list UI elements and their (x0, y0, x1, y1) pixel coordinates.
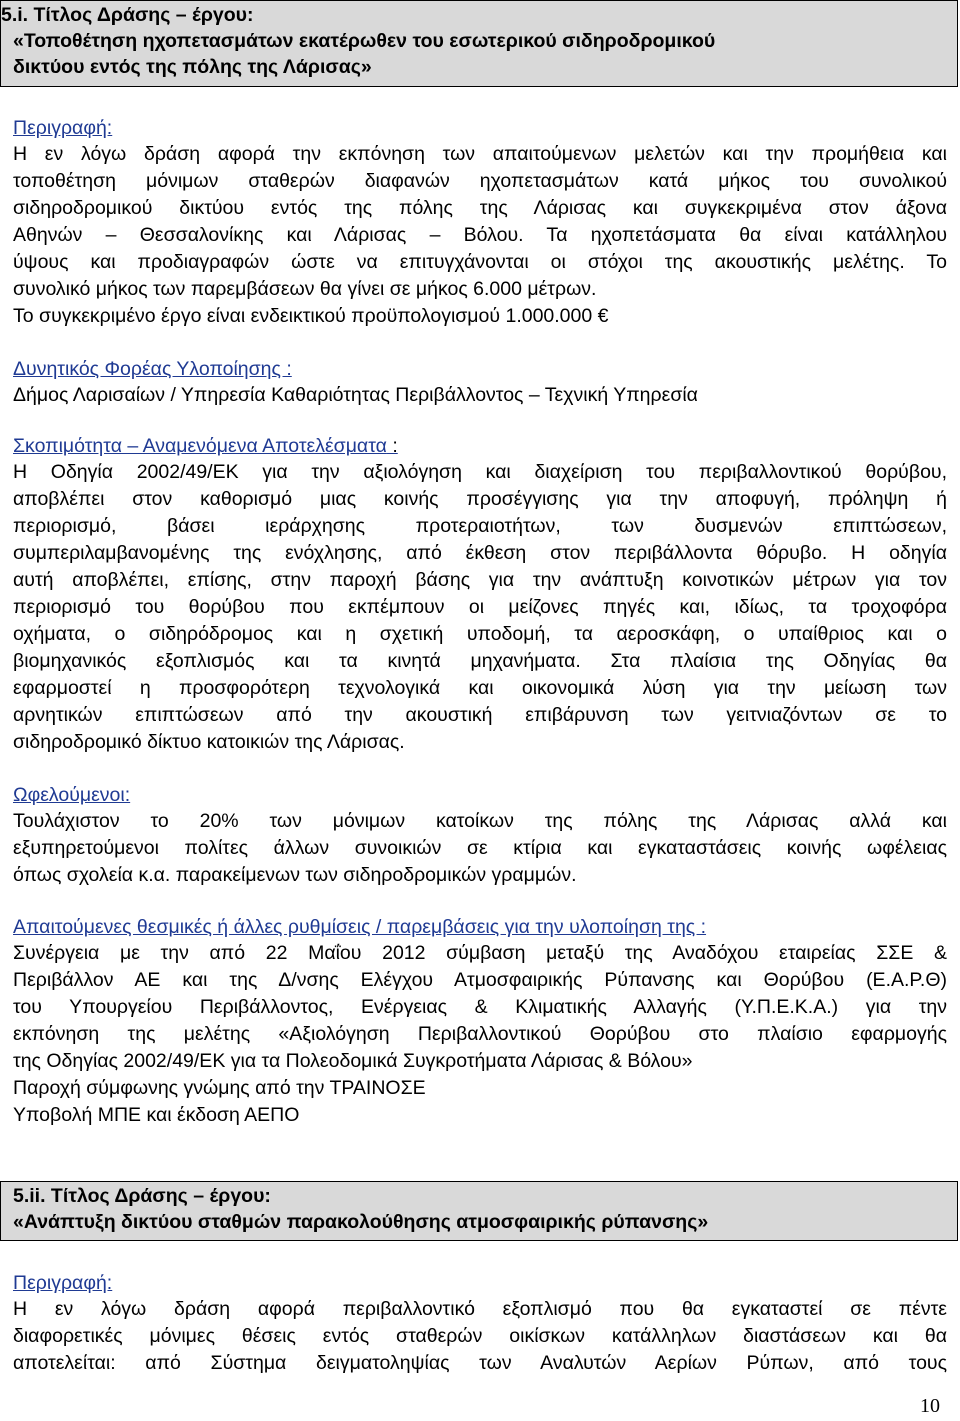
agency-section (13, 356, 947, 409)
paragraph-line: Η Οδηγία 2002/49/ΕΚ για την αξιολόγηση και διαχείριση του περιβαλλοντικού θορύβου, (13, 461, 947, 483)
beneficiaries-heading: Ωφελούμενοι: (13, 784, 131, 806)
paragraph-line: Περιβάλλον ΑΕ και της Δ/νσης Ελέγχου Ατμοσφαιρικής Ρύπανσης και Θορύβου (Ε.Α.Ρ.Θ) (13, 969, 947, 991)
paragraph-line: σιδηροδρομικού δικτύου εντός της πόλης της Λάρισας και συγκεκριμένα στον άξονα (13, 197, 947, 219)
paragraph-line: του Υπουργείου Περιβάλλοντος, Ενέργειας & Κλιματικής Αλλαγής (Υ.Π.Ε.Κ.Α.) για την (13, 996, 947, 1018)
paragraph-line: εφαρμοστεί η προσφορότερη τεχνολογικά και οικονομικά λύση για την μείωση των (13, 677, 947, 699)
description-heading: Περιγραφή: (13, 1272, 113, 1294)
paragraph-line: Παροχή σύμφωνης γνώμης από την ΤΡΑΙΝΟΣΕ (13, 1077, 426, 1099)
paragraph-line: αποτελείται: από Σύστημα δειγματοληψίας των Αναλυτών Αερίων Ρύπων, από τους (13, 1352, 947, 1374)
paragraph-line: όπως σχολεία κ.α. παρακείμενων των σιδηροδρομικών γραμμών. (13, 864, 577, 886)
paragraph-line: βιομηχανικός εξοπλισμός και τα κινητά μηχανήματα. Στα πλαίσια της Οδηγίας θα (13, 650, 947, 672)
agency-heading: Δυνητικός Φορέας Υλοποίησης : (13, 358, 292, 380)
section-title-number: 5.i. Τίτλος Δράσης – έργου: (1, 4, 254, 26)
requirements-heading: Απαιτούμενες θεσμικές ή άλλες ρυθμίσεις / παρεμβάσεις για την υλοποίηση της : (13, 916, 707, 938)
paragraph-line: αρνητικών επιπτώσεων από την ακουστική επιβάρυνση των γειτνιαζόντων σε το (13, 704, 947, 726)
paragraph-line: Αθηνών – Θεσσαλονίκης και Λάρισας – Βόλου. Τα ηχοπετάσματα θα είναι κατάλληλου (13, 224, 947, 246)
purpose-section (13, 433, 947, 756)
paragraph-line: Τουλάχιστον το 20% των μόνιμων κατοίκων της πόλης της Λάρισας αλλά και (13, 810, 947, 832)
description-section (13, 1270, 947, 1377)
paragraph-line: Υποβολή ΜΠΕ και έκδοση ΑΕΠΟ (13, 1104, 300, 1126)
paragraph-line: Συνέργεια με την από 22 Μαΐου 2012 σύμβαση μεταξύ της Αναδόχου εταιρείας ΣΣΕ & (13, 942, 947, 964)
paragraph-line: συμπεριλαμβανομένης της ενόχλησης, από έκθεση στον περιβάλλοντα θόρυβο. Η οδηγία (13, 542, 947, 564)
section-title-line: «Ανάπτυξη δικτύου σταθμών παρακολούθησης ατμοσφαιρικής ρύπανσης» (13, 1211, 709, 1233)
requirements-section (13, 914, 947, 1129)
paragraph-line: συνολικό μήκος των παρεμβάσεων θα γίνει σε μήκος 6.000 μέτρων. (13, 278, 597, 300)
paragraph-line: σιδηροδρομικό δίκτυο κατοικιών της Λάρισας. (13, 731, 405, 753)
section-title-line: «Τοποθέτηση ηχοπετασμάτων εκατέρωθεν του εσωτερικού σιδηροδρομικού (13, 30, 716, 52)
paragraph-line: εκπόνηση της μελέτης «Αξιολόγηση Περιβαλλοντικού Θορύβου στο πλαίσιο εφαρμογής (13, 1023, 947, 1045)
paragraph-line: της Οδηγίας 2002/49/ΕΚ για τα Πολεοδομικά Συγκροτήματα Λάρισας & Βόλου» (13, 1050, 693, 1072)
paragraph-line: αυτή αποβλέπει, επίσης, στην παροχή βάσης για την ανάπτυξη κοινοτικών μέτρων για τον (13, 569, 947, 591)
description-section (13, 115, 947, 330)
paragraph-line: ύψους και προδιαγραφών ώστε να επιτυγχάνονται οι στόχοι της ακουστικής μελέτης. Το (13, 251, 947, 273)
paragraph-line: αποβλέπει στον καθορισμό μιας κοινής προσέγγισης για την αποφυγή, πρόληψη ή (13, 488, 947, 510)
paragraph-line: περιορισμό, βάσει ιεράρχησης προτεραιοτήτων, των δυσμενών επιπτώσεων, (13, 515, 947, 537)
section-title-box (0, 0, 958, 87)
purpose-heading-colon: : (386, 435, 398, 457)
purpose-heading (13, 433, 947, 459)
paragraph-line: τοποθέτηση μόνιμων σταθερών διαφανών ηχοπετασμάτων κατά μήκος του συνολικού (13, 170, 947, 192)
paragraph-line: εξυπηρετούμενοι πολίτες άλλων συνοικιών σε κτίρια και εγκαταστάσεις κοινής ωφέλειας (13, 837, 947, 859)
paragraph-line: Η εν λόγω δράση αφορά την εκπόνηση των απαιτούμενων μελετών και την προμήθεια και (13, 143, 947, 165)
page-number: 10 (920, 1395, 940, 1417)
purpose-heading-text: Σκοπιμότητα – Αναμενόμενα Αποτελέσματα (13, 435, 387, 457)
description-heading: Περιγραφή: (13, 117, 113, 139)
paragraph-line: Το συγκεκριμένο έργο είναι ενδεικτικού προϋπολογισμού 1.000.000 € (13, 305, 609, 327)
paragraph-line: περιορισμό του θορύβου που εκπέμπουν οι μείζονες πηγές και, ιδίως, τα τροχοφόρα (13, 596, 947, 618)
beneficiaries-section (13, 782, 947, 889)
paragraph-line: Η εν λόγω δράση αφορά περιβαλλοντικό εξοπλισμό που θα εγκαταστεί σε πέντε (13, 1298, 947, 1320)
section-title-number: 5.ii. Τίτλος Δράσης – έργου: (13, 1185, 271, 1207)
section-title-line: δικτύου εντός της πόλης της Λάρισας» (13, 56, 372, 78)
paragraph-line: διαφορετικές μόνιμες θέσεις εντός σταθερών οικίσκων κατάλληλων διαστάσεων και θα (13, 1325, 947, 1347)
section-title-box (0, 1181, 958, 1241)
paragraph-line: οχήματα, ο σιδηρόδρομος και η σχετική υποδομή, τα αεροσκάφη, ο υπαίθριος και ο (13, 623, 947, 645)
agency-text: Δήμος Λαρισαίων / Υπηρεσία Καθαριότητας Περιβάλλοντος – Τεχνική Υπηρεσία (13, 384, 698, 406)
